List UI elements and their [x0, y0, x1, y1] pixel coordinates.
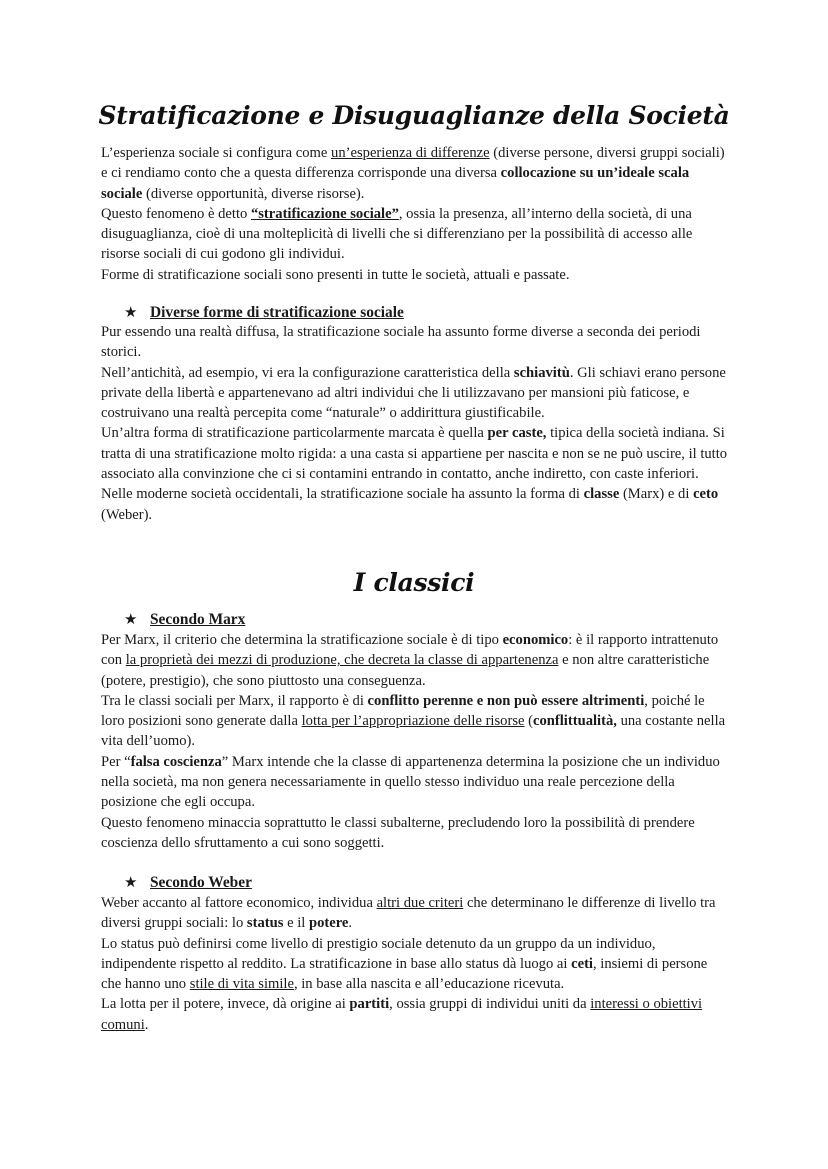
weber-paragraph-1: Weber accanto al fattore economico, individua altri due criteri che determinano le differenze di livello tra diversi gruppi sociali: lo status e il potere.: [101, 895, 716, 932]
section-weber: [101, 893, 731, 1035]
section-title-classici: I classici: [353, 568, 475, 597]
forme-paragraph-1: Pur essendo una realtà diffusa, la stratificazione sociale ha assunto forme diverse a seconda dei periodi storici.: [101, 324, 701, 361]
page-title: Stratificazione e Disuguaglianze della Società: [98, 101, 730, 130]
star-icon: ★: [124, 303, 138, 321]
intro-paragraph-2: Questo fenomeno è detto “stratificazione sociale”, ossia la presenza, all’interno della società, di una disuguaglianza, cioè di una molteplicità di livelli che si differenziano per la possibilità di accesso alle risorse sociali di cui godono gli individui.: [101, 205, 693, 263]
star-icon: ★: [124, 610, 138, 628]
star-icon: ★: [124, 873, 138, 891]
forme-paragraph-4: Nelle moderne società occidentali, la stratificazione sociale ha assunto la forma di classe (Marx) e di ceto (Weber).: [101, 486, 719, 523]
underlined-text: un’esperienza di differenze: [331, 145, 490, 161]
intro-paragraph-1: L’esperienza sociale si configura come un’esperienza di differenze (diverse persone, diversi gruppi sociali) e ci rendiamo conto che a questa differenza corrisponde una diversa collocazione su un’ideale scala sociale (diverse opportunità, diverse risorse).: [101, 145, 725, 202]
intro-section: [101, 143, 731, 285]
weber-paragraph-3: La lotta per il potere, invece, dà origine ai partiti, ossia gruppi di individui uniti da interessi o obiettivi comuni.: [101, 996, 703, 1033]
marx-paragraph-1: Per Marx, il criterio che determina la stratificazione sociale è di tipo economico: è il rapporto intrattenuto con la proprietà dei mezzi di produzione, che decreta la classe di appartenenza e non altre caratteristiche (potere, prestigio), che sono piuttosto una conseguenza.: [101, 632, 719, 689]
weber-paragraph-2: Lo status può definirsi come livello di prestigio sociale detenuto da un gruppo da un individuo, indipendente rispetto al reddito. La stratificazione in base allo status dà luogo ai ceti, insiemi di persone che hanno uno stile di vita simile, in base alla nascita e all’educazione ricevuta.: [101, 935, 708, 993]
intro-paragraph-3: Forme di stratificazione sociali sono presenti in tutte le società, attuali e passate.: [101, 266, 570, 283]
bold-underlined-text: “stratificazione sociale”: [250, 205, 399, 222]
section-heading-marx: ★ Secondo Marx: [124, 610, 246, 628]
bold-text: collocazione su un’ideale scala sociale: [101, 165, 690, 202]
section-heading-forme: ★ Diverse forme di stratificazione sociale: [124, 303, 404, 321]
marx-paragraph-4: Questo fenomeno minaccia soprattutto le classi subalterne, precludendo loro la possibilità di prendere coscienza dello sfruttamento a cui sono soggetti.: [101, 814, 695, 851]
section-forme: [101, 322, 731, 525]
section-heading-weber: ★ Secondo Weber: [124, 873, 252, 891]
forme-paragraph-2: Nell’antichità, ad esempio, vi era la configurazione caratteristica della schiavitù. Gli schiavi erano persone private della libertà e appartenevano ad altri individui che li utilizzavano per mansioni più faticose, e costruivano una realtà percepita come “naturale” o addirittura giustificabile.: [101, 364, 726, 422]
marx-paragraph-2: Tra le classi sociali per Marx, il rapporto è di conflitto perenne e non può essere altrimenti, poiché le loro posizioni sono generate dalla lotta per l’appropriazione delle risorse (conflittualità, una costante nella vita dell’uomo).: [101, 692, 726, 750]
section-marx: [101, 630, 731, 853]
forme-paragraph-3: Un’altra forma di stratificazione particolarmente marcata è quella per caste, tipica della società indiana. Si tratta di una stratificazione molto rigida: a una casta si appartiene per nascita e non se ne può uscire, il tutto associato alla convinzione che ci si contamini entrando in contatto, anche indiretto, con caste inferiori.: [101, 425, 728, 483]
marx-paragraph-3: Per “falsa coscienza” Marx intende che la classe di appartenenza determina la posizione che un individuo nella società, ma non genera necessariamente in quello stesso individuo una reale percezione della posizione che egli occupa.: [101, 753, 720, 811]
